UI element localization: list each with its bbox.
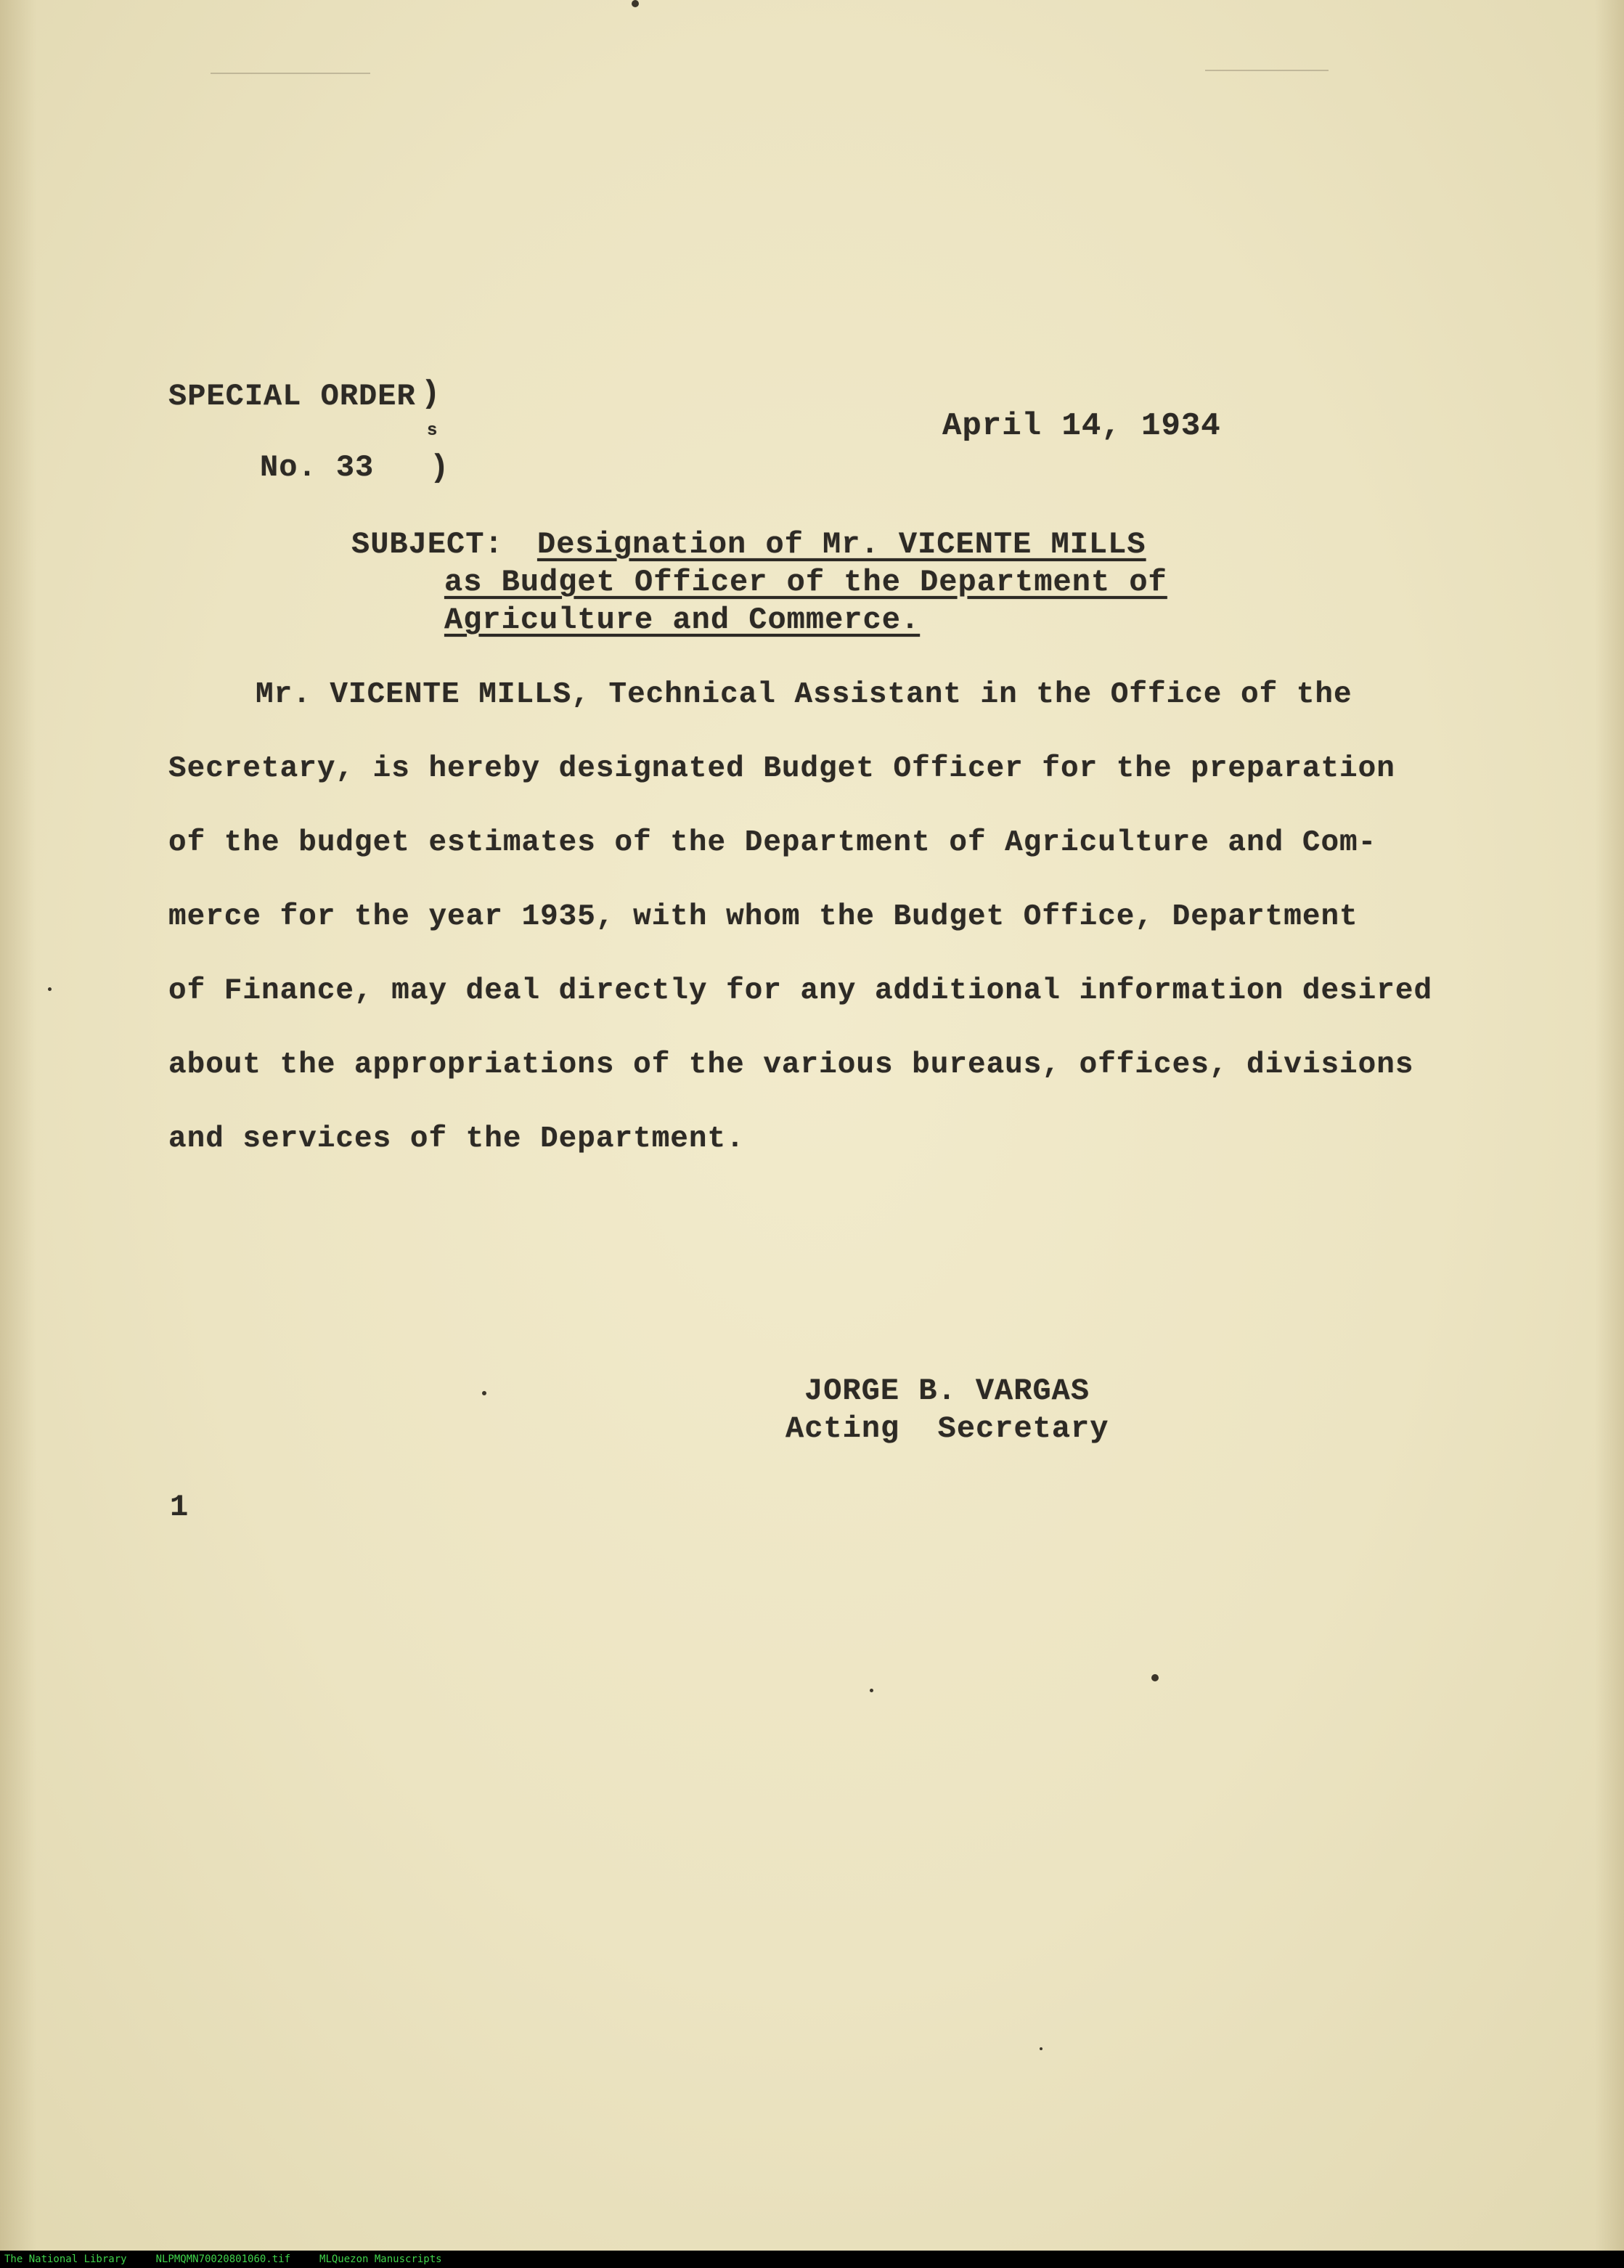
footer-file-id: NLPMQMN70020801060.tif — [155, 2253, 291, 2265]
subject-label: SUBJECT: — [351, 527, 504, 562]
ink-speck — [870, 1689, 873, 1692]
ink-speck — [48, 987, 52, 991]
footer-library: The National Library — [4, 2253, 127, 2265]
order-number: No. 33 — [260, 450, 375, 485]
signatory-name: JORGE B. VARGAS — [804, 1374, 1090, 1408]
order-separator: s — [427, 421, 438, 441]
order-bracket-bottom: ) — [430, 450, 450, 486]
faint-rule-left — [211, 73, 370, 74]
subject-line: as Budget Officer of the Department of — [444, 565, 1167, 600]
subject-line: Designation of Mr. VICENTE MILLS — [537, 527, 1146, 562]
faint-rule-right — [1205, 70, 1329, 71]
body-text-line: Mr. VICENTE MILLS, Technical Assistant in the Office of the — [256, 678, 1352, 711]
page-number: 1 — [170, 1490, 189, 1525]
special-order-label: SPECIAL ORDER — [168, 379, 416, 414]
page-edge-shadow-right — [1595, 0, 1624, 2251]
body-text-line: of the budget estimates of the Department of Agriculture and Com- — [168, 826, 1377, 860]
ink-speck — [632, 0, 639, 7]
body-text-line: merce for the year 1935, with whom the Budget Office, Department — [168, 900, 1358, 934]
order-bracket-top: ) — [421, 376, 441, 412]
page-edge-shadow-left — [0, 0, 36, 2251]
signatory-title: Acting Secretary — [786, 1411, 1109, 1446]
subject-line: Agriculture and Commerce. — [444, 603, 921, 637]
document-date: April 14, 1934 — [942, 408, 1221, 444]
ink-speck — [1151, 1674, 1159, 1681]
footer-collection: MLQuezon Manuscripts — [319, 2253, 442, 2265]
ink-speck — [1040, 2047, 1042, 2050]
body-text-line: Secretary, is hereby designated Budget Officer for the preparation — [168, 752, 1395, 786]
body-text-line: of Finance, may deal directly for any additional information desired — [168, 974, 1433, 1008]
archive-footer-bar — [0, 2251, 1624, 2268]
body-text-line: and services of the Department. — [168, 1122, 745, 1156]
body-text-line: about the appropriations of the various bureaus, offices, divisions — [168, 1048, 1414, 1082]
ink-speck — [482, 1391, 486, 1395]
